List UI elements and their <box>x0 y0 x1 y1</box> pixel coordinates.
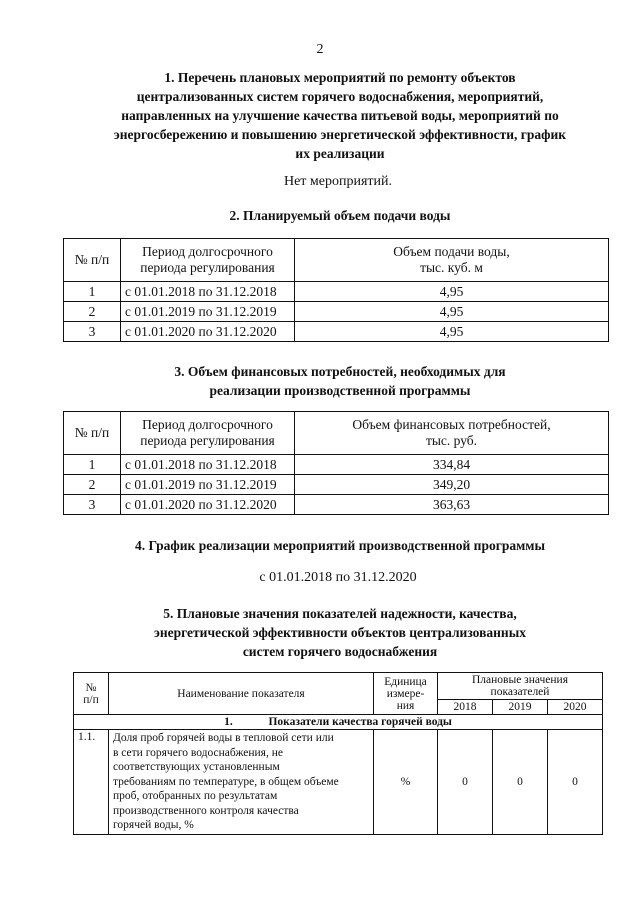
row-value: 4,95 <box>295 302 609 322</box>
section4-title: 4. График реализации мероприятий производственной программы <box>134 538 546 553</box>
section5-title-line: энергетической эффективности объектов централизованных <box>153 625 526 640</box>
header-unit-line: измере- <box>386 687 425 700</box>
row-value: 363,63 <box>295 495 609 515</box>
row-name-line: требованиям по температуре, в общем объеме <box>113 775 339 788</box>
header-value <box>295 412 609 455</box>
table-header-row <box>64 239 609 282</box>
section1-title-line: 1. Перечень плановых мероприятий по ремонту объектов <box>164 70 516 85</box>
row-name-line: соответствующих установленным <box>113 761 280 773</box>
section5-title-line: систем горячего водоснабжения <box>242 644 438 659</box>
row-name-line: горячей воды, % <box>113 819 194 831</box>
header-num: № п/п <box>64 239 121 282</box>
section1-title-line: энергосбережению и повышению энергетической эффективности, график <box>113 127 567 142</box>
section3-title-line: реализации производственной программы <box>209 383 471 398</box>
header-planned <box>438 673 603 700</box>
row-period: с 01.01.2018 по 31.12.2018 <box>121 282 295 302</box>
header-num: № п/п <box>64 412 121 455</box>
table-header-row <box>64 412 609 455</box>
header-year: 2019 <box>492 700 547 715</box>
row-name <box>109 730 374 835</box>
row-period: с 01.01.2019 по 31.12.2019 <box>121 302 295 322</box>
row-period: с 01.01.2019 по 31.12.2019 <box>121 475 295 495</box>
group-num: 1. <box>224 716 233 728</box>
section5-title <box>40 604 640 661</box>
table-row <box>64 282 609 302</box>
section2-title: 2. Планируемый объем подачи воды <box>229 208 451 223</box>
header-value-line: Объем финансовых потребностей, <box>352 417 551 432</box>
row-num: 1.1. <box>74 730 109 835</box>
section1-title-line: направленных на улучшение качества питьевой воды, мероприятий по <box>121 108 559 123</box>
header-unit <box>374 673 438 715</box>
row-value: 334,84 <box>295 455 609 475</box>
section5-title-line: 5. Плановые значения показателей надежности, качества, <box>163 606 517 621</box>
row-num: 2 <box>64 475 121 495</box>
table-row <box>64 322 609 342</box>
header-period-line: периода регулирования <box>140 433 275 448</box>
header-value-line: тыс. руб. <box>425 433 478 448</box>
page-number: 2 <box>316 42 324 57</box>
table-header-row <box>74 673 603 700</box>
header-period <box>121 239 295 282</box>
section1-title <box>60 68 620 163</box>
section1-title-line: централизованных систем горячего водоснабжения, мероприятий, <box>136 89 544 104</box>
section3-title-line: 3. Объем финансовых потребностей, необходимых для <box>174 364 506 379</box>
row-period: с 01.01.2020 по 31.12.2020 <box>121 322 295 342</box>
section1-note: Нет мероприятий. <box>283 174 393 189</box>
row-period: с 01.01.2020 по 31.12.2020 <box>121 495 295 515</box>
row-period: с 01.01.2018 по 31.12.2018 <box>121 455 295 475</box>
row-num: 3 <box>64 322 121 342</box>
row-name-line: производственного контроля качества <box>113 804 299 817</box>
row-value: 4,95 <box>295 322 609 342</box>
row-num: 3 <box>64 495 121 515</box>
table-row <box>74 730 603 835</box>
row-value: 349,20 <box>295 475 609 495</box>
row-num: 1 <box>64 455 121 475</box>
row-name-line: Доля проб горячей воды в тепловой сети или <box>113 732 334 744</box>
section1-title-line: их реализации <box>295 146 385 161</box>
header-unit-line: Единица <box>384 675 427 688</box>
indicators-table <box>73 672 603 835</box>
table-row <box>64 495 609 515</box>
table-group-row <box>74 715 603 730</box>
header-period-line: Период долгосрочного <box>142 244 273 259</box>
group-heading <box>74 715 603 730</box>
header-period <box>121 412 295 455</box>
header-value <box>295 239 609 282</box>
table-row <box>64 302 609 322</box>
header-unit-line: ния <box>396 699 415 712</box>
row-name-line: в сети горячего водоснабжения, не <box>113 746 283 759</box>
header-period-line: периода регулирования <box>140 260 275 275</box>
row-num: 2 <box>64 302 121 322</box>
group-label: Показатели качества горячей воды <box>268 716 452 728</box>
row-value-2018: 0 <box>438 730 493 835</box>
supply-volume-table <box>63 238 609 342</box>
table-row <box>64 475 609 495</box>
header-value-line: Объем подачи воды, <box>393 244 510 259</box>
header-year: 2018 <box>438 700 493 715</box>
row-value: 4,95 <box>295 282 609 302</box>
row-num: 1 <box>64 282 121 302</box>
header-name: Наименование показателя <box>109 673 374 715</box>
section3-title <box>40 362 640 400</box>
header-num-line: п/п <box>83 693 99 706</box>
header-planned-line: показателей <box>490 686 550 698</box>
header-planned-line: Плановые значения <box>471 674 568 686</box>
table-row <box>64 455 609 475</box>
section4-period: с 01.01.2018 по 31.12.2020 <box>259 570 417 585</box>
header-period-line: Период долгосрочного <box>142 417 273 432</box>
row-value-2020: 0 <box>547 730 602 835</box>
row-unit: % <box>374 730 438 835</box>
row-name-line: проб, отобранных по результатам <box>113 790 278 802</box>
financial-needs-table <box>63 411 609 515</box>
header-num <box>74 673 109 715</box>
row-value-2019: 0 <box>492 730 547 835</box>
header-value-line: тыс. куб. м <box>420 260 483 275</box>
header-num-line: № <box>85 681 97 694</box>
header-year: 2020 <box>547 700 602 715</box>
